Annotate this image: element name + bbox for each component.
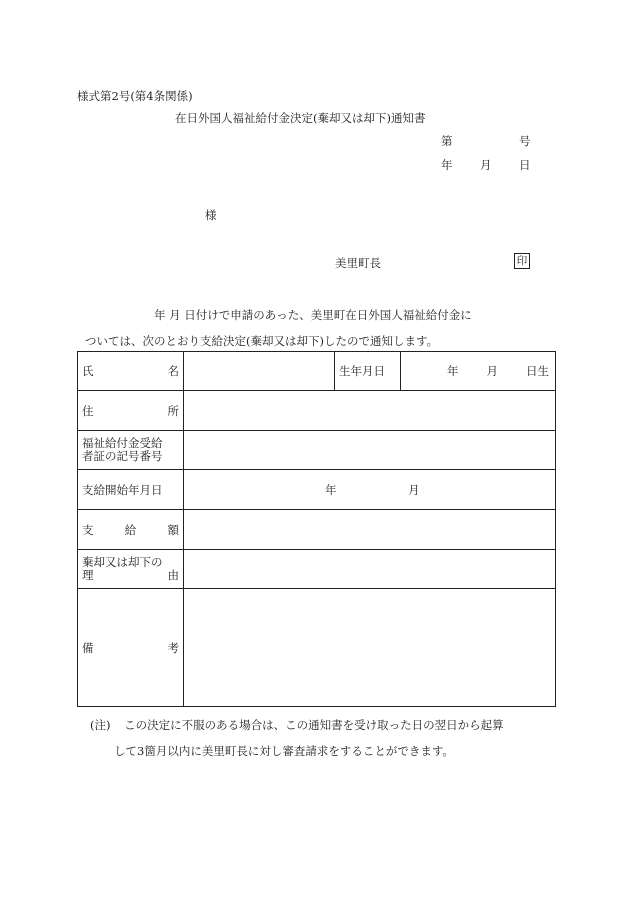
details-table [77,351,556,707]
address-value[interactable] [184,391,556,431]
amount-value[interactable] [184,510,556,550]
row-start-date [78,470,556,510]
birth-label: 生年月日 [335,352,401,391]
row-remarks [78,589,556,707]
start-date-value[interactable]: 年 月 [184,470,556,510]
note-line-2: して3箇月以内に美里町長に対し審査請求をすることができます。 [114,744,454,758]
start-date-label: 支給開始年月日 [78,470,184,510]
addressee-honorific: 様 [205,208,217,222]
body-line-1-text: 年 月 日付けで申請のあった、美里町在日外国人福祉給付金に [154,308,472,322]
issuer-name: 美里町長 [335,256,381,270]
document-title: 在日外国人福祉給付金決定(棄却又は却下)通知書 [175,111,426,125]
remarks-label: 備 考 [78,589,184,707]
birth-value[interactable]: 年 月 日生 [401,352,556,391]
form-number: 様式第2号(第4条関係) [77,89,193,103]
issue-day: 日 [519,158,531,172]
remarks-value[interactable] [184,589,556,707]
row-certificate [78,431,556,470]
seal-mark: 印 [514,253,530,269]
body-text [77,302,555,354]
certificate-label: 福祉給付金受給 者証の記号番号 [78,431,184,470]
address-label: 住 所 [78,391,184,431]
body-line-1 [77,302,555,328]
body-line-2: ついては、次のとおり支給決定(棄却又は却下)したので通知します。 [85,334,439,348]
row-amount [78,510,556,550]
number-prefix: 第 [441,134,453,148]
issue-year: 年 [441,158,453,172]
note [90,712,560,764]
name-label: 氏 名 [78,352,184,391]
reason-value[interactable] [184,550,556,589]
amount-label: 支 給 額 [78,510,184,550]
note-line-1: この決定に不服のある場合は、この通知書を受け取った日の翌日から起算 [124,718,504,732]
row-name [78,352,556,391]
number-suffix: 号 [519,134,531,148]
issue-month: 月 [480,158,492,172]
certificate-value[interactable] [184,431,556,470]
reason-label: 棄却又は却下の 理 由 [78,550,184,589]
row-reason [78,550,556,589]
row-address [78,391,556,431]
note-prefix: (注) [90,718,111,732]
name-value[interactable] [184,352,335,391]
